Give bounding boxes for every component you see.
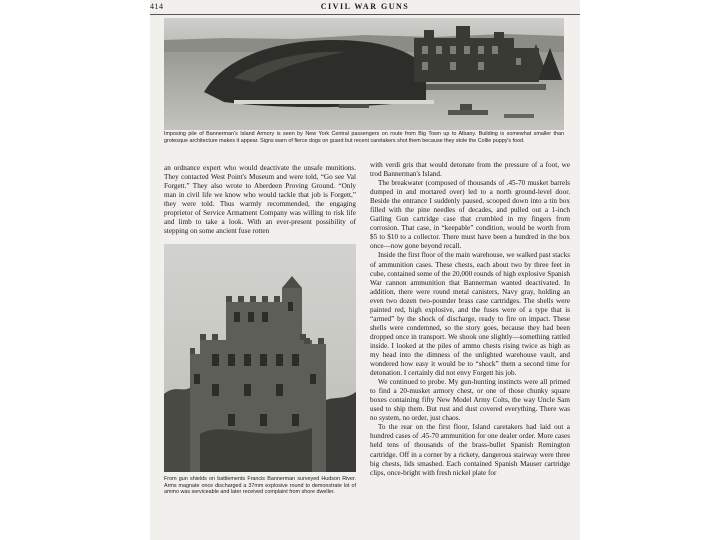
right-column-paragraph: To the rear on the first floor, Island caretakers had laid out a hundred cases of .45-70 ammunition for one dealer order. More cases held tens of thousands of the brass-bullet Spanish Remington cartridge. Off in a corner by a rickety, dangerous stairway were three big chests, lids smashed. Each contained Spanish Mauser cartridge clips, once-bright with fresh nickel plate for (370, 423, 570, 477)
head-rule (150, 14, 580, 15)
running-head (150, 2, 580, 14)
top-photo-caption: Imposing pile of Bannerman's Island Armory is seen by New York Central passengers on route from Big Town up to Albany. Building is somewhat smaller than grotesque architecture makes it appear. Signs warn of fierce dogs on guard but recent caretakers shot them because they stole the Collie puppy's food. (164, 131, 564, 144)
left-column (164, 164, 356, 236)
right-column-paragraph: We continued to probe. My gun-hunting instincts were all primed to find a 20-musket armory chest, or one of those chunky square boxes containing fifty New Model Army Colts, the way Uncle Sam used to ship them. But rust and dust covered everything. There was no system, no order, just chaos. (370, 378, 570, 423)
left-column-paragraph: an ordnance expert who would deactivate the unsafe munitions. They contacted West Point's Museum and were told, “Go see Val Forgett.” They also wrote to Aberdeen Proving Ground. “Only man in civil life we know who would tackle that job is Forgett,” they were told. Thus warmly recommended, the engaging proprietor of Service Armament Company was willing to risk life and limb to take a look. With an ever-present possibility of stepping on some ancient fuse rotten (164, 164, 356, 236)
page-number: 414 (150, 2, 164, 11)
battlements-photo-art (164, 244, 356, 472)
battlements-photo (164, 244, 356, 472)
right-column-paragraph: with verdi gris that would detonate from the pressure of a foot, we trod Bannerman's Island. (370, 161, 570, 179)
right-column-paragraph: The breakwater (composed of thousands of .45-70 musket barrels dumped in and mortared over) led to a north ground-level door. Beside the entrance I suddenly paused, scooped down into a tin box filled with the pine needles of decades, and pulled out a 1-inch Gatling Gun cartridge case that crumbled in my fingers from corrosion. That case, in “keepable” condition, would be worth from $5 to $10 to a collector. There must have been a hundred in the box once—now gone beyond recall. (370, 179, 570, 251)
right-column (370, 161, 570, 478)
island-armory-photo (164, 18, 564, 130)
running-head-title: CIVIL WAR GUNS (320, 2, 410, 11)
island-armory-photo-art (164, 18, 564, 130)
bottom-photo-caption: From gun shields on battlements Francis Bannerman surveyed Hudson River. Arms magnate once discharged a 37mm explosive round to demonstrate lot of ammo was serviceable and later received complaint from shore dweller. (164, 476, 356, 496)
right-column-paragraph: Inside the first floor of the main warehouse, we walked past stacks of ammunition cases. These chests, each about two by three feet in cube, contained some of the 20,000 rounds of high explosive Spanish War cannon ammunition that Bannerman wanted deactivated. In addition, there were round metal canisters, Navy gray, holding an even two dozen two-pounder brass case cartridges. The shells were painted red, high explosive, and the fuses were of a type that is “armed” by the shock of discharge, ready to fire on impact. These shells were condemned, so the story goes, because they had been dropped once in transport. We shook one slightly—something rattled inside. I looked at the piles of ammo chests rising twice as high as my head into the dimness of the unlighted warehouse vault, and wondered how easy it would be to “shock” them a second time for detonation. I certainly did not envy Forgett his job. (370, 251, 570, 378)
book-page (150, 0, 580, 540)
